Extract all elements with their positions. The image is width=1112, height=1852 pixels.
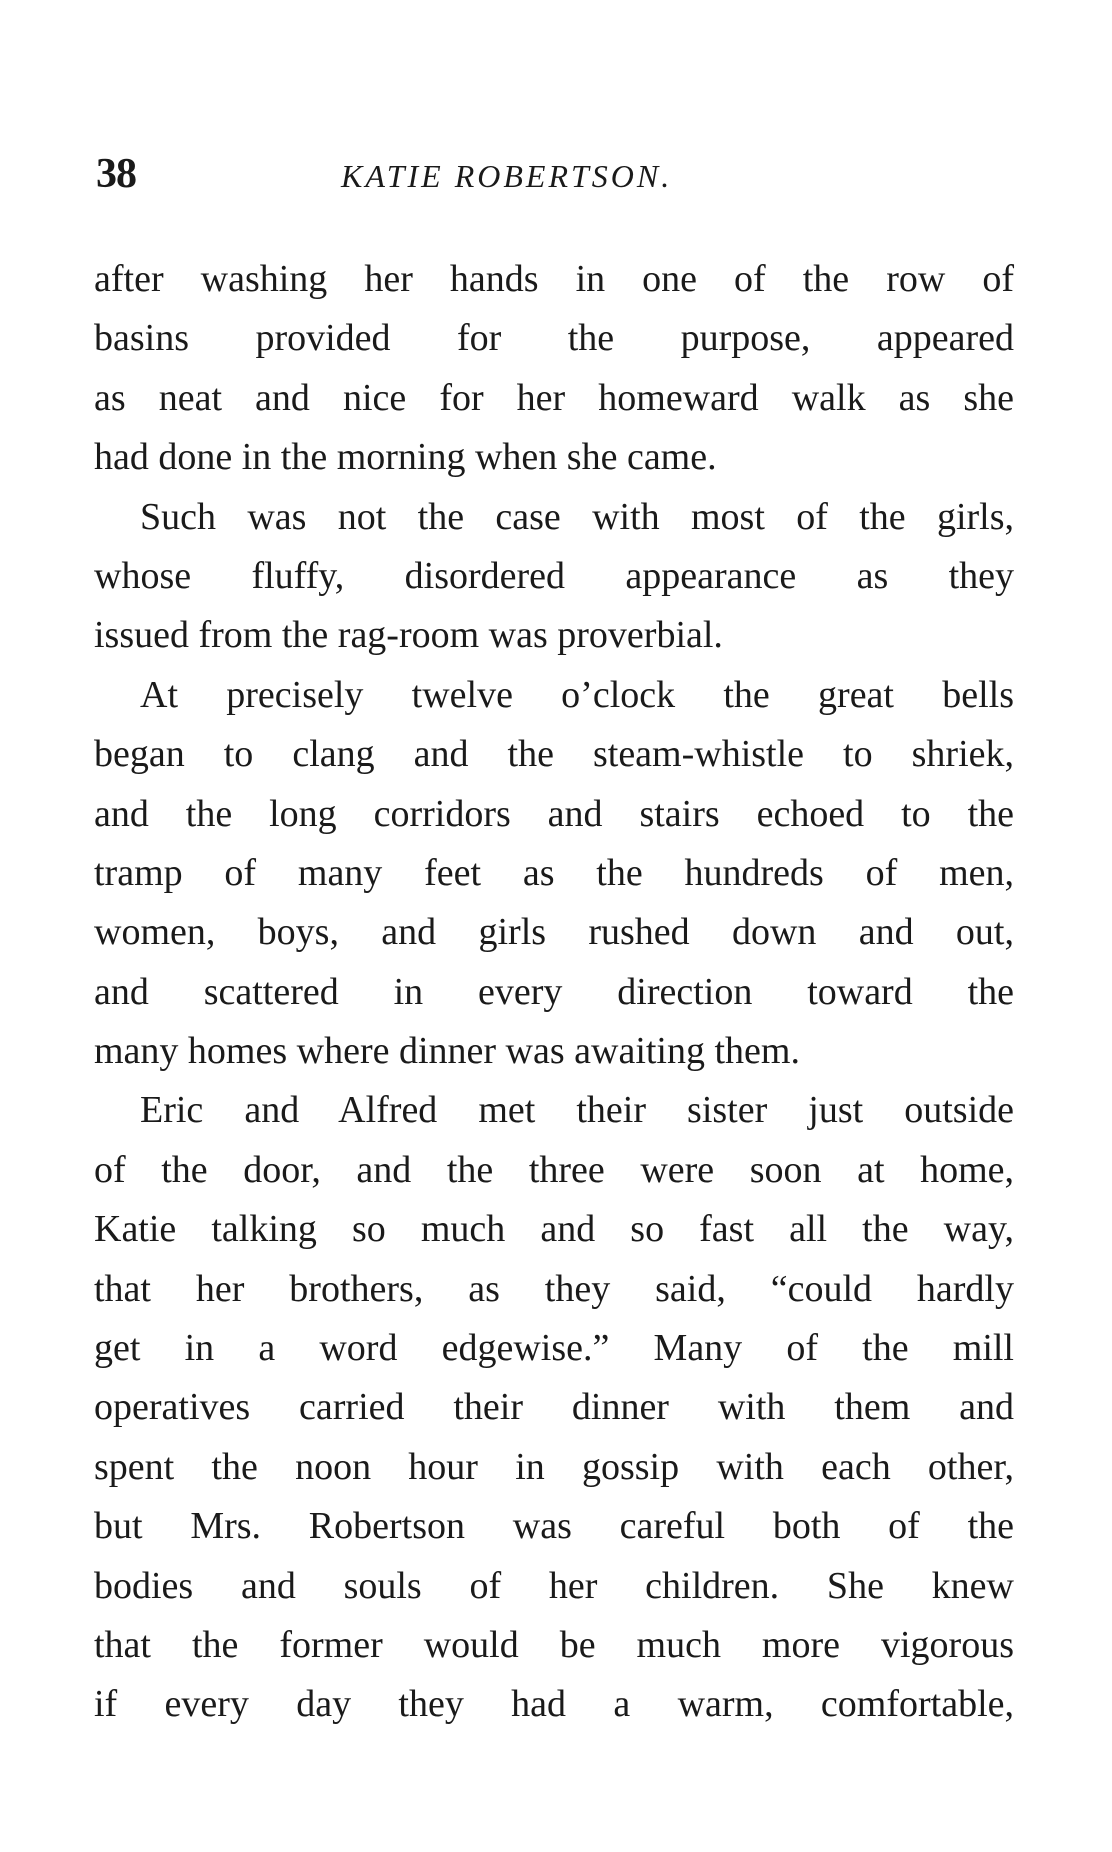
- text-line: issued from the rag-room was proverbial.: [94, 614, 723, 657]
- text-line: and scattered in every direction toward the: [94, 970, 1014, 1013]
- text-line: women, boys, and girls rushed down and out,: [94, 911, 1014, 954]
- text-line: At precisely twelve o’clock the great bells: [140, 673, 1014, 716]
- paragraph: [94, 666, 1014, 1082]
- page-header: [96, 150, 1016, 210]
- text-line: of the door, and the three were soon at home,: [94, 1148, 1014, 1191]
- text-line: operatives carried their dinner with them and: [94, 1386, 1014, 1429]
- text-line: that her brothers, as they said, “could hardly: [94, 1267, 1014, 1310]
- page-number: 38: [96, 151, 136, 197]
- body-text: [94, 250, 1014, 1735]
- text-line: spent the noon hour in gossip with each other,: [94, 1445, 1014, 1488]
- paragraph: [94, 488, 1014, 666]
- text-line: whose fluffy, disordered appearance as they: [94, 554, 1014, 597]
- text-line: as neat and nice for her homeward walk as she: [94, 376, 1014, 419]
- text-line: many homes where dinner was awaiting them.: [94, 1030, 800, 1073]
- text-line: Eric and Alfred met their sister just outside: [140, 1089, 1014, 1132]
- text-line: after washing her hands in one of the row of: [94, 258, 1014, 300]
- text-line: if every day they had a warm, comfortable,: [94, 1683, 1014, 1726]
- text-line: Katie talking so much and so fast all the way,: [94, 1208, 1014, 1251]
- text-line: bodies and souls of her children. She knew: [94, 1564, 1014, 1607]
- text-line: tramp of many feet as the hundreds of men,: [94, 851, 1014, 894]
- running-title: KATIE ROBERTSON.: [341, 158, 673, 194]
- text-line: that the former would be much more vigorous: [94, 1623, 1014, 1666]
- text-line: basins provided for the purpose, appeared: [94, 317, 1014, 360]
- text-line: and the long corridors and stairs echoed to the: [94, 792, 1014, 835]
- text-line: had done in the morning when she came.: [94, 436, 717, 479]
- paragraph: [94, 1081, 1014, 1734]
- text-line: but Mrs. Robertson was careful both of the: [94, 1505, 1014, 1548]
- text-line: began to clang and the steam-whistle to shriek,: [94, 733, 1014, 776]
- text-line: Such was not the case with most of the girls,: [140, 495, 1014, 538]
- paragraph: [94, 250, 1014, 488]
- text-line: get in a word edgewise.” Many of the mill: [94, 1327, 1014, 1370]
